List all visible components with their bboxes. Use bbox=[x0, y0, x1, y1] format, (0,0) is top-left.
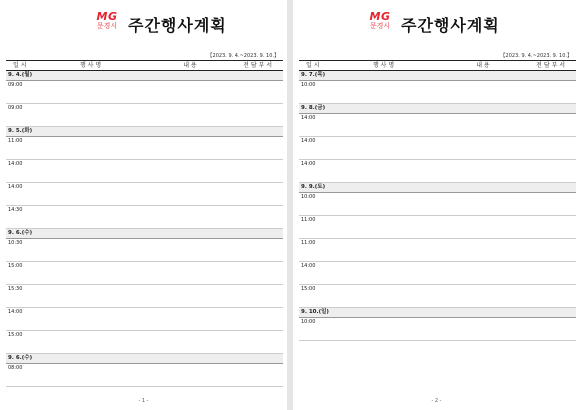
event-detail bbox=[441, 318, 526, 341]
event-dept bbox=[525, 137, 576, 160]
event-time: 15:30 bbox=[6, 285, 33, 308]
table-row bbox=[299, 193, 576, 216]
event-dept bbox=[525, 285, 576, 308]
table-row bbox=[299, 160, 576, 183]
table-row bbox=[299, 216, 576, 239]
city-logo bbox=[363, 11, 397, 31]
date-label: 9. 9.(토) bbox=[299, 183, 576, 193]
event-dept bbox=[232, 262, 283, 285]
date-label: 9. 6.(수) bbox=[6, 229, 283, 239]
event-detail bbox=[148, 160, 233, 183]
date-label: 9. 6.(수) bbox=[6, 354, 283, 364]
event-dept bbox=[525, 239, 576, 262]
schedule-body bbox=[6, 71, 283, 387]
event-detail bbox=[148, 331, 233, 354]
event-name bbox=[326, 160, 440, 183]
event-detail bbox=[441, 114, 526, 137]
event-detail bbox=[148, 239, 233, 262]
event-dept bbox=[525, 114, 576, 137]
event-name bbox=[33, 262, 147, 285]
table-header-row bbox=[299, 61, 576, 71]
event-time: 09:00 bbox=[6, 81, 33, 104]
event-name bbox=[326, 193, 440, 216]
col-header-dept: 전 담 부 서 bbox=[232, 61, 283, 71]
event-detail bbox=[148, 285, 233, 308]
event-name bbox=[33, 364, 147, 387]
event-name bbox=[33, 331, 147, 354]
schedule-period: 【2023. 9. 4.~2023. 9. 10.】 bbox=[500, 53, 572, 59]
table-row bbox=[299, 285, 576, 308]
event-detail bbox=[148, 308, 233, 331]
event-dept bbox=[232, 183, 283, 206]
col-header-detail: 내 용 bbox=[148, 61, 233, 71]
logo-mg: MG bbox=[96, 10, 118, 23]
document-page-1 bbox=[0, 0, 287, 410]
table-row bbox=[6, 262, 283, 285]
event-dept bbox=[525, 318, 576, 341]
table-row bbox=[6, 239, 283, 262]
date-row bbox=[6, 71, 283, 81]
date-label: 9. 7.(목) bbox=[299, 71, 576, 81]
document-page-2 bbox=[293, 0, 580, 410]
event-name bbox=[326, 285, 440, 308]
table-row bbox=[6, 285, 283, 308]
event-dept bbox=[232, 331, 283, 354]
event-name bbox=[33, 239, 147, 262]
event-time: 14:00 bbox=[299, 262, 326, 285]
event-dept bbox=[232, 364, 283, 387]
date-row bbox=[6, 354, 283, 364]
event-dept bbox=[525, 216, 576, 239]
event-time: 14:00 bbox=[6, 308, 33, 331]
event-dept bbox=[232, 308, 283, 331]
event-time: 10:00 bbox=[299, 81, 326, 104]
event-time: 15:00 bbox=[299, 285, 326, 308]
event-time: 11:00 bbox=[6, 137, 33, 160]
date-row bbox=[6, 127, 283, 137]
table-row bbox=[6, 206, 283, 229]
event-detail bbox=[441, 239, 526, 262]
event-dept bbox=[232, 160, 283, 183]
table-row bbox=[299, 137, 576, 160]
event-name bbox=[326, 114, 440, 137]
event-time: 11:00 bbox=[299, 216, 326, 239]
table-row bbox=[299, 318, 576, 341]
table-row bbox=[6, 331, 283, 354]
event-detail bbox=[148, 183, 233, 206]
event-time: 15:00 bbox=[6, 262, 33, 285]
event-detail bbox=[441, 216, 526, 239]
event-name bbox=[326, 81, 440, 104]
logo-city-name: 문경시 bbox=[96, 22, 118, 30]
event-dept bbox=[232, 285, 283, 308]
event-name bbox=[33, 160, 147, 183]
event-detail bbox=[441, 160, 526, 183]
date-row bbox=[299, 183, 576, 193]
event-time: 09:00 bbox=[6, 104, 33, 127]
event-time: 10:00 bbox=[299, 193, 326, 216]
document-title: 주간행사계획 bbox=[401, 16, 500, 35]
event-time: 14:00 bbox=[6, 160, 33, 183]
event-time: 15:00 bbox=[6, 331, 33, 354]
date-row bbox=[299, 71, 576, 81]
table-row bbox=[299, 114, 576, 137]
page-header bbox=[293, 0, 580, 38]
table-row bbox=[6, 183, 283, 206]
col-header-detail: 내 용 bbox=[441, 61, 526, 71]
table-row bbox=[6, 137, 283, 160]
event-time: 14:00 bbox=[299, 137, 326, 160]
logo-city-name: 문경시 bbox=[369, 22, 391, 30]
table-row bbox=[6, 364, 283, 387]
date-row bbox=[6, 229, 283, 239]
event-name bbox=[33, 206, 147, 229]
table-row bbox=[6, 160, 283, 183]
event-dept bbox=[232, 239, 283, 262]
event-detail bbox=[441, 193, 526, 216]
event-detail bbox=[441, 262, 526, 285]
event-time: 10:30 bbox=[6, 239, 33, 262]
document-title: 주간행사계획 bbox=[128, 16, 227, 35]
date-row bbox=[299, 308, 576, 318]
event-detail bbox=[441, 137, 526, 160]
table-row bbox=[6, 104, 283, 127]
table-row bbox=[299, 239, 576, 262]
event-name bbox=[33, 308, 147, 331]
event-name bbox=[326, 318, 440, 341]
col-header-event: 행 사 명 bbox=[33, 61, 147, 71]
event-dept bbox=[525, 81, 576, 104]
event-name bbox=[33, 183, 147, 206]
event-name bbox=[326, 239, 440, 262]
event-name bbox=[33, 285, 147, 308]
col-header-time: 일 시 bbox=[6, 61, 33, 71]
event-dept bbox=[232, 137, 283, 160]
event-name bbox=[326, 262, 440, 285]
event-name bbox=[33, 137, 147, 160]
event-time: 11:00 bbox=[299, 239, 326, 262]
schedule-period: 【2023. 9. 4.~2023. 9. 10.】 bbox=[207, 53, 279, 59]
table-row bbox=[299, 262, 576, 285]
event-dept bbox=[232, 206, 283, 229]
table-row bbox=[6, 308, 283, 331]
event-dept bbox=[232, 81, 283, 104]
city-logo bbox=[90, 11, 124, 31]
event-detail bbox=[441, 81, 526, 104]
schedule-table bbox=[299, 60, 576, 341]
date-label: 9. 5.(화) bbox=[6, 127, 283, 137]
event-detail bbox=[148, 262, 233, 285]
event-detail bbox=[148, 137, 233, 160]
logo-mg: MG bbox=[369, 10, 391, 23]
event-name bbox=[33, 104, 147, 127]
page-header bbox=[0, 0, 287, 38]
event-time: 14:00 bbox=[299, 160, 326, 183]
schedule-table bbox=[6, 60, 283, 387]
event-detail bbox=[148, 81, 233, 104]
event-name bbox=[326, 137, 440, 160]
event-dept bbox=[525, 160, 576, 183]
table-row bbox=[299, 81, 576, 104]
event-dept bbox=[232, 104, 283, 127]
event-dept bbox=[525, 193, 576, 216]
event-detail bbox=[148, 206, 233, 229]
date-label: 9. 10.(일) bbox=[299, 308, 576, 318]
event-detail bbox=[441, 285, 526, 308]
table-row bbox=[6, 81, 283, 104]
col-header-time: 일 시 bbox=[299, 61, 326, 71]
event-time: 14:00 bbox=[6, 183, 33, 206]
event-name bbox=[326, 216, 440, 239]
event-time: 14:30 bbox=[6, 206, 33, 229]
event-time: 14:00 bbox=[299, 114, 326, 137]
date-label: 9. 4.(월) bbox=[6, 71, 283, 81]
col-header-event: 행 사 명 bbox=[326, 61, 440, 71]
date-label: 9. 8.(금) bbox=[299, 104, 576, 114]
page-number: - 2 - bbox=[431, 398, 442, 404]
col-header-dept: 전 담 부 서 bbox=[525, 61, 576, 71]
schedule-body bbox=[299, 71, 576, 341]
event-name bbox=[33, 81, 147, 104]
event-detail bbox=[148, 104, 233, 127]
event-dept bbox=[525, 262, 576, 285]
event-time: 10:00 bbox=[299, 318, 326, 341]
date-row bbox=[299, 104, 576, 114]
table-header-row bbox=[6, 61, 283, 71]
event-time: 08:00 bbox=[6, 364, 33, 387]
page-number: - 1 - bbox=[138, 398, 149, 404]
event-detail bbox=[148, 364, 233, 387]
